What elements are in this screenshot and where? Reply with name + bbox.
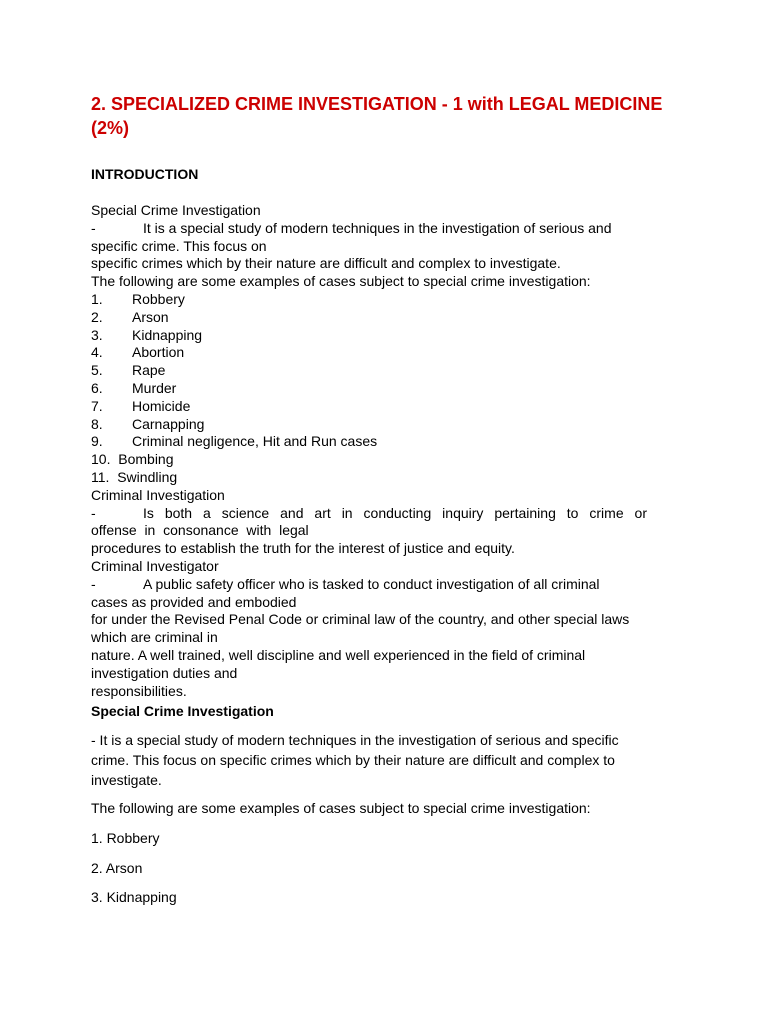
ci-definition-row [91,505,647,523]
criminal-investigator-line-4: which are criminal in [91,629,218,646]
criminal-investigator-line-3: for under the Revised Penal Code or criminal law of the country, and other special laws [91,611,630,628]
list-item: 5. Rape [91,362,166,379]
list-item: 11. Swindling [91,468,178,485]
sci-label: Special Crime Investigation [91,202,261,218]
document-title [91,92,671,140]
list-item: 1. Robbery [91,290,185,307]
list-item: 3. Kidnapping [91,326,203,343]
criminal-investigator-line-2: cases as provided and embodied [91,593,297,610]
examples-intro-2: The following are some examples of cases subject to special crime investigation: [91,800,591,816]
ci-label: Criminal Investigation [91,486,225,503]
criminal-investigator-line-5: nature. A well trained, well discipline and well experienced in the field of criminal [91,646,586,663]
dash: - [91,219,96,236]
list-item: 9. Criminal negligence, Hit and Run cases [91,433,378,450]
examples-intro: The following are some examples of cases subject to special crime investigation: [91,273,591,290]
list-item: 7. Homicide [91,397,191,414]
ci-definition-line-1: Is both a science and art in conducting inquiry pertaining to crime or [143,504,647,521]
criminal-investigator-line-6: investigation duties and [91,664,238,681]
sci-paragraph-line-1: - It is a special study of modern techniques in the investigation of serious and specific [91,732,619,748]
sci-paragraph-line-2: crime. This focus on specific crimes which by their nature are difficult and complex to [91,752,615,768]
list-item: 4. Abortion [91,344,185,361]
sci-paragraph-line-3: investigate. [91,772,162,788]
criminal-investigator-line-7: responsibilities. [91,682,187,699]
criminal-investigator-label: Criminal Investigator [91,557,219,574]
list-item: 6. Murder [91,379,177,396]
introduction-body [91,202,647,700]
criminal-investigator-line-1: A public safety officer who is tasked to conduct investigation of all criminal [143,575,600,592]
sci-definition-row [91,220,647,238]
dash: - [91,504,96,521]
title-line-1: 2. SPECIALIZED CRIME INVESTIGATION - 1 with LEGAL MEDICINE [91,94,663,114]
sci-definition-line-2: specific crime. This focus on [91,237,267,254]
sci-definition-line-1: It is a special study of modern techniques in the investigation of serious and [143,219,612,236]
ci-definition-line-3: procedures to establish the truth for the interest of justice and equity. [91,540,515,557]
sci-definition-line-3: specific crimes which by their nature are difficult and complex to investigate. [91,255,561,272]
criminal-investigator-row [91,576,647,594]
list-item: 8. Carnapping [91,415,205,432]
list-item: 2. Arson [91,860,143,876]
ci-definition-line-2: offense in consonance with legal [91,522,309,539]
list-item: 1. Robbery [91,830,160,846]
list-item: 3. Kidnapping [91,889,177,905]
title-line-2: (2%) [91,118,130,138]
list-item: 2. Arson [91,308,169,325]
dash: - [91,575,96,592]
introduction-heading: INTRODUCTION [91,166,199,182]
list-item: 10. Bombing [91,451,174,468]
sci-paragraph [91,730,661,790]
sci-subheading: Special Crime Investigation [91,703,274,719]
